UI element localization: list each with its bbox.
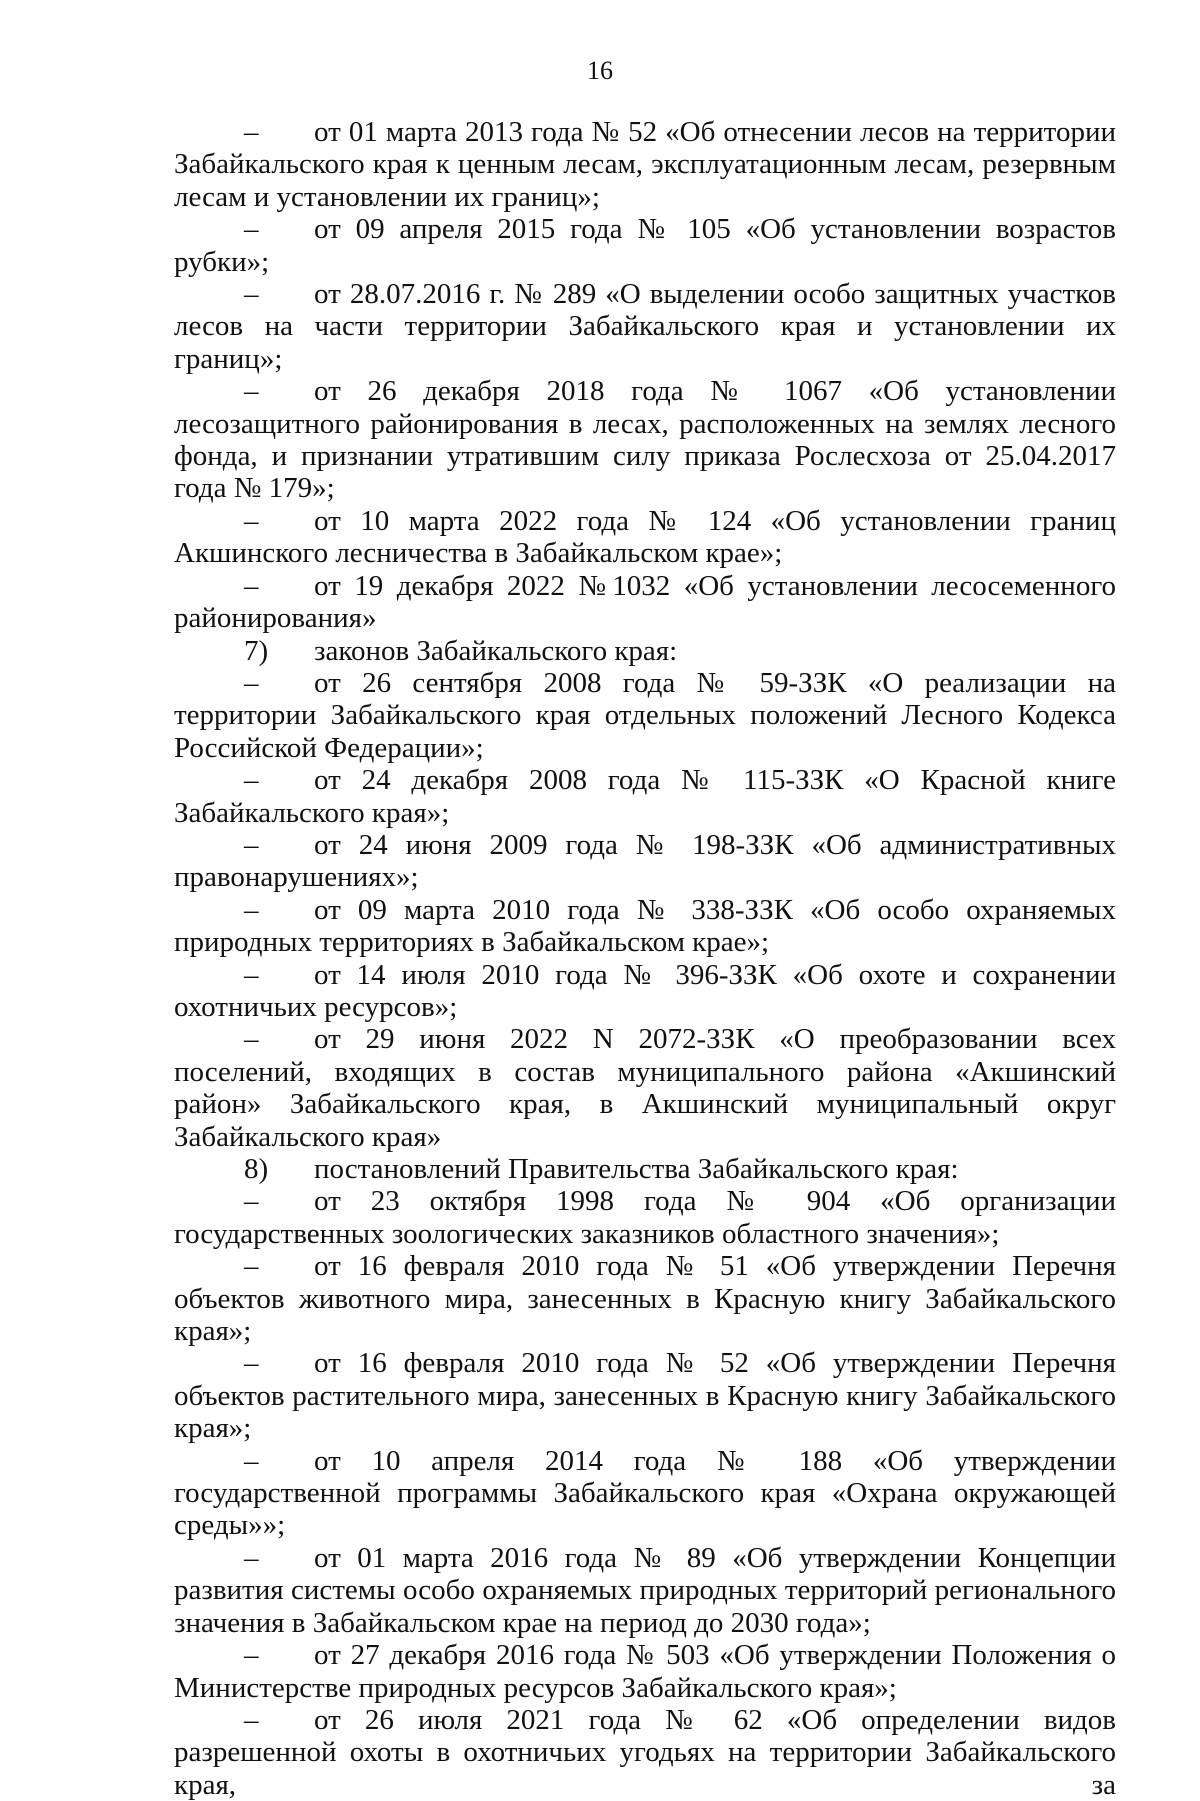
list-item-text: от 28.07.2016 г. № 289 «О выделении особо защитных участков лесов на части территории Забайкальского края и установлении их границ»;: [174, 278, 1116, 375]
list-item-text: от 24 декабря 2008 года № 115-ЗЗК «О Красной книге Забайкальского края»;: [174, 764, 1116, 829]
page-number: 16: [587, 56, 613, 85]
list-item-text: от 01 марта 2016 года № 89 «Об утверждении Концепции развития системы особо охраняемых природных территорий регионального значения в Забайкальском крае на период до 2030 года»;: [174, 1541, 1116, 1639]
list-marker: –: [244, 278, 259, 311]
list-marker: –: [244, 1023, 259, 1056]
section-heading-text: постановлений Правительства Забайкальского края:: [314, 1153, 959, 1185]
list-marker: –: [244, 504, 259, 537]
list-item: [174, 894, 1116, 959]
section-heading: [174, 635, 1116, 667]
list-item-text: от 09 марта 2010 года № 338-ЗЗК «Об особо охраняемых природных территориях в Забайкальском крае»;: [174, 893, 1116, 959]
list-item-text: от 19 декабря 2022 №1032 «Об установлении лесосеменного районирования»: [174, 569, 1116, 635]
list-item-text: от 29 июня 2022 N 2072-ЗЗК «О преобразовании всех поселений, входящих в состав муниципального района «Акшинский район» Забайкальского края, в Акшинский муниципальный округ Забайкальского края»: [174, 1023, 1116, 1153]
list-item: [174, 959, 1116, 1024]
list-marker: –: [244, 893, 259, 926]
list-item-text: от 16 февраля 2010 года № 52 «Об утверждении Перечня объектов растительного мира, занесенных в Красную книгу Забайкальского края»;: [174, 1347, 1116, 1445]
list-item-text: от 01 марта 2013 года № 52 «Об отнесении лесов на территории Забайкальского края к ценным лесам, эксплуатационным лесам, резервным лесам и установлении их границ»;: [174, 116, 1116, 213]
list-marker: –: [244, 1639, 259, 1672]
list-marker: –: [244, 569, 259, 602]
section-number: 8): [244, 1153, 269, 1185]
list-marker: –: [244, 764, 259, 797]
list-item-text: от 27 декабря 2016 года № 503 «Об утверждении Положения о Министерстве природных ресурсов Забайкальского края»;: [174, 1639, 1116, 1704]
list-marker: –: [244, 1250, 259, 1283]
list-marker: –: [244, 213, 259, 246]
list-item: [174, 116, 1116, 213]
section-number: 7): [244, 634, 269, 667]
list-item: [174, 829, 1116, 894]
list-marker: –: [244, 1347, 259, 1380]
list-item: [174, 764, 1116, 829]
list-marker: –: [244, 666, 259, 699]
list-item-text: от 26 июля 2021 года № 62 «Об определении видов разрешенной охоты в охотничьих угодьях на территории Забайкальского края, за: [174, 1703, 1116, 1801]
list-item-text: от 14 июля 2010 года № 396-ЗЗК «Об охоте и сохранении охотничьих ресурсов»;: [174, 958, 1116, 1023]
list-marker: –: [244, 1703, 259, 1736]
list-marker: –: [244, 116, 259, 148]
list-marker: –: [244, 828, 259, 861]
list-item-text: от 26 сентября 2008 года № 59-ЗЗК «О реализации на территории Забайкальского края отдельных положений Лесного Кодекса Российской Федерации»;: [174, 666, 1116, 764]
list-item: [174, 1445, 1116, 1542]
list-item: [174, 278, 1116, 375]
list-item: [174, 1347, 1116, 1444]
list-item-text: от 24 июня 2009 года № 198-ЗЗК «Об административных правонарушениях»;: [174, 828, 1116, 894]
list-item: [174, 1704, 1116, 1801]
list-item: [174, 505, 1116, 570]
list-item-text: от 10 марта 2022 года № 124 «Об установлении границ Акшинского лесничества в Забайкальском крае»;: [174, 504, 1116, 570]
list-item: [174, 375, 1116, 505]
list-item-text: от 16 февраля 2010 года № 51 «Об утверждении Перечня объектов животного мира, занесенных в Красную книгу Забайкальского края»;: [174, 1250, 1116, 1348]
list-item: [174, 1639, 1116, 1704]
list-item: [174, 1250, 1116, 1347]
list-marker: –: [244, 375, 259, 408]
list-marker: –: [244, 1444, 259, 1477]
list-marker: –: [244, 1185, 259, 1218]
section-heading: [174, 1153, 1116, 1185]
list-marker: –: [244, 1541, 259, 1574]
list-marker: –: [244, 958, 259, 991]
list-item: [174, 570, 1116, 635]
list-item: [174, 1023, 1116, 1153]
list-item-text: от 09 апреля 2015 года № 105 «Об установлении возрастов рубки»;: [174, 213, 1116, 278]
list-item-text: от 26 декабря 2018 года № 1067 «Об установлении лесозащитного районирования в лесах, расположенных на землях лесного фонда, и признании утратившим силу приказа Рослесхоза от 25.04.2017 года № 179»;: [174, 375, 1116, 505]
list-item: [174, 1542, 1116, 1639]
list-item: [174, 1185, 1116, 1250]
section-heading-text: законов Забайкальского края:: [314, 634, 678, 667]
list-item-text: от 23 октября 1998 года № 904 «Об организации государственных зоологических заказников областного значения»;: [174, 1185, 1116, 1250]
document-body: [174, 116, 1116, 1801]
list-item: [174, 667, 1116, 764]
list-item: [174, 213, 1116, 278]
list-item-text: от 10 апреля 2014 года № 188 «Об утверждении государственной программы Забайкальского края «Охрана окружающей среды»»;: [174, 1444, 1116, 1542]
